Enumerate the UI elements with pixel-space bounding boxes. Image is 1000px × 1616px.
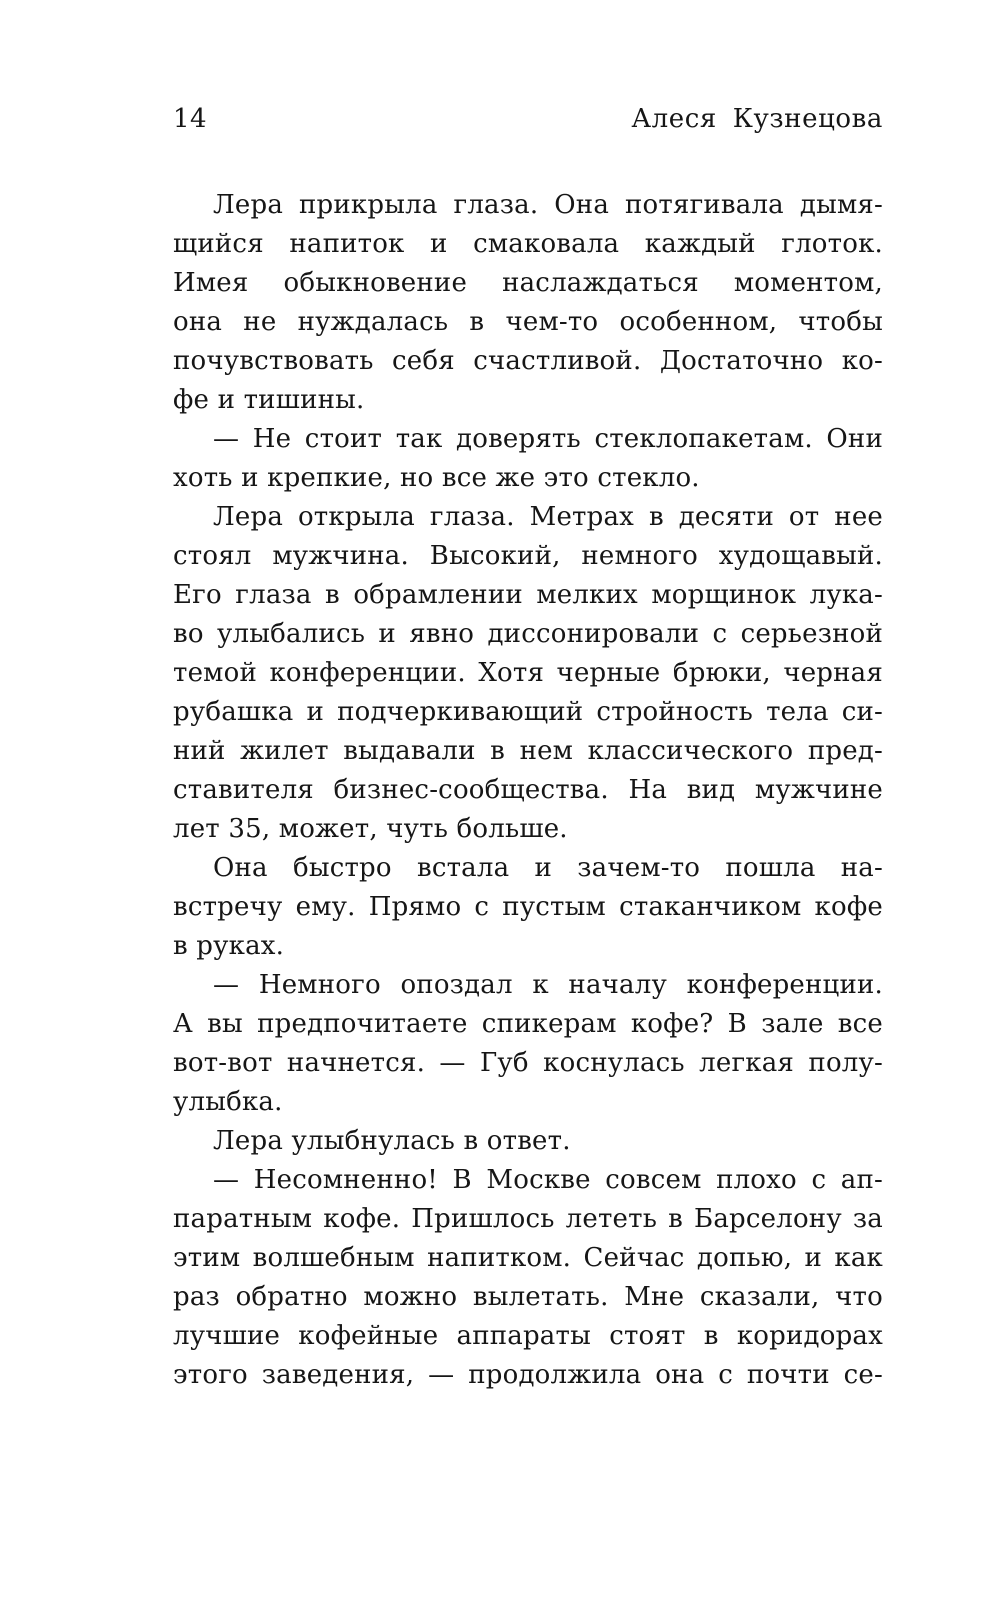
text-line: встречу ему. Прямо с пустым стаканчиком кофе [173,892,883,922]
text-line: стоял мужчина. Высокий, немного худощавый. [173,541,883,571]
page-header [173,102,883,136]
text-line: щийся напиток и смаковала каждый глоток. [173,229,883,259]
text-line: ний жилет выдавали в нем классического пред- [173,736,883,766]
text-line: почувствовать себя счастливой. Достаточно ко- [173,346,883,376]
page-number: 14 [173,104,208,134]
text-line: лучшие кофейные аппараты стоят в коридорах [173,1321,883,1351]
page-text [173,186,883,1395]
text-line: А вы предпочитаете спикерам кофе? В зале все [173,1009,883,1039]
text-line: ставителя бизнес-сообщества. На вид мужчине [173,775,883,805]
text-line: улыбка. [173,1087,283,1117]
text-line: во улыбались и явно диссонировали с серьезной [173,619,883,649]
text-line: Она быстро встала и зачем-то пошла на- [213,853,883,883]
text-line: темой конференции. Хотя черные брюки, черная [173,658,883,688]
text-line: Имея обыкновение наслаждаться моментом, [173,268,883,298]
text-line: Лера прикрыла глаза. Она потягивала дымя- [213,190,883,220]
text-line: рубашка и подчеркивающий стройность тела си- [173,697,883,727]
text-line: лет 35, может, чуть больше. [173,814,568,844]
text-line: Лера улыбнулась в ответ. [213,1126,571,1156]
running-head-author: Алеся Кузнецова [631,104,883,134]
text-line: Лера открыла глаза. Метрах в десяти от нее [213,502,883,532]
text-line: этим волшебным напитком. Сейчас допью, и как [173,1243,883,1273]
text-line: фе и тишины. [173,385,365,415]
text-line: Его глаза в обрамлении мелких морщинок лука- [173,580,883,610]
text-line: раз обратно можно вылетать. Мне сказали, что [173,1282,883,1312]
text-line: в руках. [173,931,285,961]
text-line: она не нуждалась в чем-то особенном, чтобы [173,307,883,337]
text-line: — Не стоит так доверять стеклопакетам. Они [213,424,883,454]
text-line: — Немного опоздал к началу конференции. [213,970,883,1000]
text-line: вот-вот начнется. — Губ коснулась легкая полу- [173,1048,883,1078]
text-line: этого заведения, — продолжила она с почти се- [173,1360,883,1390]
text-line: хоть и крепкие, но все же это стекло. [173,463,700,493]
text-line: паратным кофе. Пришлось лететь в Барселону за [173,1204,883,1234]
text-line: — Несомненно! В Москве совсем плохо с ап- [213,1165,883,1195]
